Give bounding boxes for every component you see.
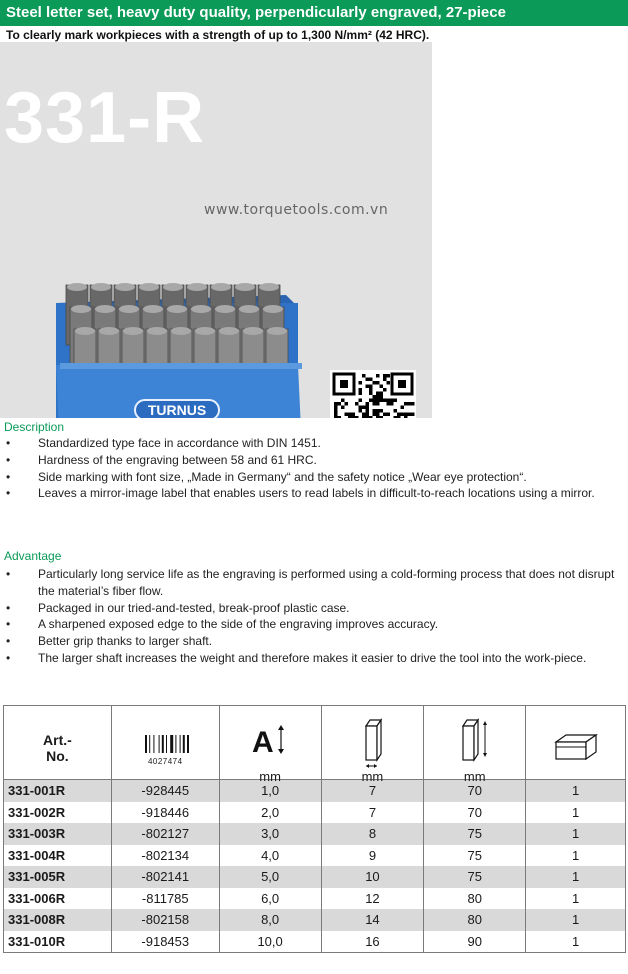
qr-cell	[338, 402, 342, 406]
ean-suffix-cell: -918446	[111, 802, 219, 824]
advantage-item: • The larger shaft increases the weight and therefore makes it easier to drive the tool into the work-piece.	[4, 650, 626, 667]
header-shaft-width	[321, 706, 424, 784]
ean-suffix-cell: -802141	[111, 866, 219, 888]
barcode-bar	[166, 735, 167, 753]
qr-cell	[387, 402, 391, 406]
char-height-cell: 5,0	[219, 866, 321, 888]
qr-cell	[345, 402, 349, 406]
barcode-bar	[162, 735, 164, 753]
char-height-cell: 4,0	[219, 845, 321, 867]
char-height-cell: 10,0	[219, 931, 321, 953]
qr-cell	[373, 409, 377, 413]
stamp-head	[239, 305, 259, 313]
qr-cell	[334, 413, 338, 417]
qr-cell	[401, 406, 405, 410]
qr-cell	[383, 378, 387, 382]
barcode-bar	[176, 735, 177, 753]
char-height-cell: 3,0	[219, 823, 321, 845]
qr-cell	[362, 413, 366, 417]
qr-cell	[373, 402, 377, 406]
qr-cell	[376, 374, 380, 378]
barcode-bar	[183, 735, 185, 753]
stamp-head	[267, 327, 287, 335]
art-no-label: Art.- No.	[43, 732, 72, 764]
header-ean	[111, 706, 219, 780]
qr-cell	[366, 406, 370, 410]
qr-cell	[355, 402, 359, 406]
case-box-icon	[526, 732, 625, 765]
barcode-digits: 4027474	[147, 757, 183, 766]
description-item: • Side marking with font size, „Made in Germany“ and the safety notice „Wear eye protection“.	[4, 469, 626, 486]
barcode-bar	[170, 735, 173, 753]
barcode-icon	[112, 735, 219, 766]
qr-cell	[352, 413, 356, 417]
qr-cell	[338, 416, 342, 418]
qr-cell	[369, 399, 373, 403]
qr-cell	[359, 409, 363, 413]
qr-code-icon	[330, 370, 416, 418]
stamp-head	[143, 305, 163, 313]
qr-cell	[394, 399, 398, 403]
stamp-head	[259, 283, 279, 291]
table-row	[4, 802, 626, 824]
qr-cell	[362, 416, 366, 418]
qr-cell	[334, 409, 338, 413]
shaft-length-cell: 75	[424, 845, 526, 867]
qr-cell	[373, 381, 377, 385]
qr-cell	[383, 399, 387, 403]
qr-cell	[362, 374, 366, 378]
qr-cell	[383, 388, 387, 392]
qr-cell	[397, 413, 401, 417]
qr-cell	[348, 416, 352, 418]
char-height-cell: 1,0	[219, 780, 321, 802]
description-item: • Leaves a mirror-image label that enables users to read labels in difficult-to-reach locations using a mirror.	[4, 485, 626, 502]
shaft-length-cell: 70	[424, 780, 526, 802]
product-code: 331-R	[4, 78, 206, 158]
qr-cell	[341, 399, 345, 403]
qr-cell	[376, 392, 380, 396]
shaft-length-cell: 75	[424, 823, 526, 845]
shaft-length-cell: 75	[424, 866, 526, 888]
description-heading: Description	[4, 420, 65, 434]
product-image-area	[0, 42, 432, 418]
header-pack-qty	[526, 706, 626, 780]
shaft-length-cell: 90	[424, 931, 526, 953]
description-list	[4, 435, 626, 502]
ean-suffix-cell: -802127	[111, 823, 219, 845]
stamp-head	[163, 283, 183, 291]
barcode-bar	[159, 735, 160, 753]
art-number-cell: 331-001R	[4, 780, 112, 802]
art-number-cell: 331-005R	[4, 866, 112, 888]
qr-cell	[369, 378, 373, 382]
shaft-length-cell: 80	[424, 888, 526, 910]
header-art-no	[4, 706, 112, 780]
qr-cell	[394, 416, 398, 418]
stamp-case-illustration	[50, 267, 310, 418]
art-number-cell: 331-003R	[4, 823, 112, 845]
shaft-width-cell: 16	[321, 931, 424, 953]
qr-cell	[369, 392, 373, 396]
qr-cell	[390, 399, 394, 403]
qr-cell	[359, 388, 363, 392]
stamp-head	[187, 283, 207, 291]
qr-cell	[376, 416, 380, 418]
stamp-head	[139, 283, 159, 291]
qr-cell	[345, 413, 349, 417]
qr-cell	[366, 413, 370, 417]
stamp-head	[263, 305, 283, 313]
shaft-length-cell: 80	[424, 909, 526, 931]
barcode-bar	[187, 735, 189, 753]
qr-cell	[366, 402, 370, 406]
qr-cell	[373, 395, 377, 399]
description-item: • Hardness of the engraving between 58 and 61 HRC.	[4, 452, 626, 469]
pack-qty-cell: 1	[526, 931, 626, 953]
barcode-bar	[145, 735, 147, 753]
barcode-bar	[180, 735, 181, 753]
char-height-cell: 6,0	[219, 888, 321, 910]
table-header-row	[4, 706, 626, 780]
product-title: Steel letter set, heavy duty quality, perpendicularly engraved, 27-piece	[6, 4, 506, 21]
barcode-bar	[154, 735, 155, 753]
advantage-item: • Better grip thanks to larger shaft.	[4, 633, 626, 650]
shaft-length-icon	[424, 716, 525, 769]
pack-qty-cell: 1	[526, 823, 626, 845]
barcode-bar	[149, 735, 150, 753]
shaft-width-cell: 7	[321, 802, 424, 824]
stamp-head	[171, 327, 191, 335]
qr-cell	[411, 402, 415, 406]
table-row	[4, 888, 626, 910]
qr-cell	[359, 381, 363, 385]
stamp-head	[95, 305, 115, 313]
qr-cell	[334, 416, 338, 418]
qr-cell	[369, 388, 373, 392]
advantage-item: • Particularly long service life as the engraving is performed using a cold-forming process that does not disrupt the material’s fiber flow.	[4, 566, 626, 600]
qr-cell	[394, 409, 398, 413]
stamp-head	[211, 283, 231, 291]
qr-cell	[376, 402, 380, 406]
shaft-width-cell: 8	[321, 823, 424, 845]
table-row	[4, 866, 626, 888]
stamp-head	[147, 327, 167, 335]
advantage-heading: Advantage	[4, 549, 62, 563]
qr-cell	[408, 413, 412, 417]
qr-cell	[366, 409, 370, 413]
qr-cell	[359, 392, 363, 396]
shaft-width-cell: 7	[321, 780, 424, 802]
header-bar	[0, 0, 628, 26]
stamp-head	[219, 327, 239, 335]
qr-cell	[404, 402, 408, 406]
qr-cell	[355, 416, 359, 418]
stamp-head	[243, 327, 263, 335]
pack-qty-cell: 1	[526, 888, 626, 910]
stamp-head	[119, 305, 139, 313]
qr-cell	[373, 413, 377, 417]
qr-cell	[376, 381, 380, 385]
advantage-item: • A sharpened exposed edge to the side of the engraving improves accuracy.	[4, 616, 626, 633]
brand-label: TURNUS	[147, 402, 207, 418]
qr-cell	[380, 399, 384, 403]
qr-code	[330, 370, 416, 418]
advantage-item: • Packaged in our tried-and-tested, break-proof plastic case.	[4, 600, 626, 617]
qr-cell	[362, 406, 366, 410]
letter-height-icon	[220, 724, 321, 759]
qr-cell	[352, 416, 356, 418]
art-number-cell: 331-010R	[4, 931, 112, 953]
shaft-width-cell: 10	[321, 866, 424, 888]
qr-cell	[387, 381, 391, 385]
qr-cell	[359, 406, 363, 410]
stamp-head	[123, 327, 143, 335]
char-height-cell: 2,0	[219, 802, 321, 824]
qr-cell	[380, 409, 384, 413]
qr-cell	[387, 413, 391, 417]
header-shaft-length	[424, 706, 526, 784]
ean-suffix-cell: -802158	[111, 909, 219, 931]
website-url: www.torquetools.com.vn	[204, 202, 389, 218]
qr-cell	[376, 399, 380, 403]
ean-suffix-cell: -928445	[111, 780, 219, 802]
qr-cell	[366, 416, 370, 418]
qr-cell	[401, 413, 405, 417]
pack-qty-cell: 1	[526, 802, 626, 824]
stamp-head	[99, 327, 119, 335]
table-row	[4, 909, 626, 931]
art-number-cell: 331-002R	[4, 802, 112, 824]
table-row	[4, 931, 626, 953]
qr-cell	[366, 378, 370, 382]
qr-cell	[334, 406, 338, 410]
svg-text:A: A	[252, 726, 274, 756]
letter-set-case-image	[50, 267, 310, 418]
shaft-width-cell: 9	[321, 845, 424, 867]
table-row	[4, 823, 626, 845]
stamp-head	[71, 305, 91, 313]
qr-cell	[334, 402, 338, 406]
char-height-cell: 8,0	[219, 909, 321, 931]
qr-cell	[387, 374, 391, 378]
qr-cell	[408, 402, 412, 406]
pack-qty-cell: 1	[526, 866, 626, 888]
specification-table	[3, 705, 626, 953]
pack-qty-cell: 1	[526, 909, 626, 931]
qr-cell	[411, 413, 415, 417]
stamp-head	[67, 283, 87, 291]
stamp-head	[235, 283, 255, 291]
art-number-cell: 331-008R	[4, 909, 112, 931]
art-number-cell: 331-004R	[4, 845, 112, 867]
table-row	[4, 845, 626, 867]
art-number-cell: 331-006R	[4, 888, 112, 910]
product-subtitle: To clearly mark workpieces with a strength of up to 1,300 N/mm² (42 HRC).	[6, 28, 430, 42]
ean-suffix-cell: -918453	[111, 931, 219, 953]
qr-cell	[387, 399, 391, 403]
stamp-head	[191, 305, 211, 313]
stamp-head	[91, 283, 111, 291]
qr-cell	[390, 402, 394, 406]
pack-qty-cell: 1	[526, 780, 626, 802]
qr-cell	[348, 413, 352, 417]
qr-cell	[376, 395, 380, 399]
qr-cell	[383, 374, 387, 378]
qr-cell	[404, 416, 408, 418]
qr-cell	[369, 416, 373, 418]
shaft-length-unit: mm	[463, 769, 486, 784]
qr-cell	[369, 385, 373, 389]
stamp-head	[115, 283, 135, 291]
qr-cell	[404, 413, 408, 417]
stamp-head	[215, 305, 235, 313]
qr-cell	[380, 392, 384, 396]
qr-cell	[380, 395, 384, 399]
description-item: • Standardized type face in accordance with DIN 1451.	[4, 435, 626, 452]
qr-cell	[359, 399, 363, 403]
stamp-head	[75, 327, 95, 335]
advantage-list	[4, 566, 626, 667]
qr-cell	[383, 413, 387, 417]
shaft-width-cell: 14	[321, 909, 424, 931]
ean-suffix-cell: -811785	[111, 888, 219, 910]
qr-cell	[366, 385, 370, 389]
stamp-head	[167, 305, 187, 313]
stamp-head	[195, 327, 215, 335]
ean-suffix-cell: -802134	[111, 845, 219, 867]
qr-cell	[380, 385, 384, 389]
shaft-width-icon	[322, 716, 424, 773]
char-height-unit: mm	[259, 769, 281, 784]
shaft-length-cell: 70	[424, 802, 526, 824]
shaft-width-cell: 12	[321, 888, 424, 910]
qr-cell	[376, 409, 380, 413]
pack-qty-cell: 1	[526, 845, 626, 867]
qr-cell	[376, 413, 380, 417]
qr-cell	[380, 416, 384, 418]
qr-cell	[373, 399, 377, 403]
shaft-width-unit: mm	[361, 769, 384, 784]
header-char-height	[219, 706, 321, 784]
qr-cell	[341, 406, 345, 410]
qr-cell	[397, 416, 401, 418]
